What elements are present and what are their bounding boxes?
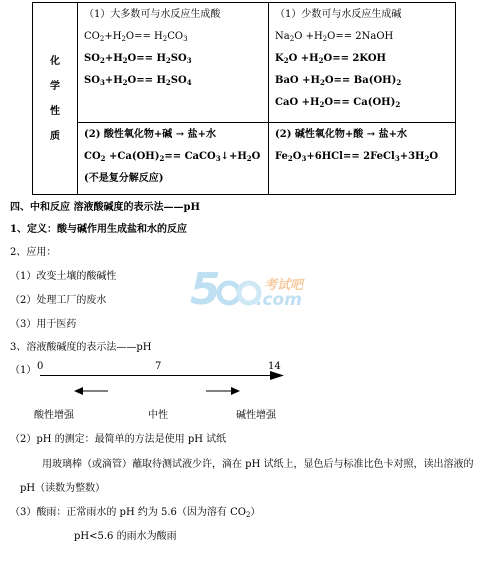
acidic-oxide-water-cell (78, 3, 269, 123)
equation: CaO $+H_2O== Ca(OH)_2$ (275, 97, 401, 109)
application-item: （2）处理工厂的废水 (10, 295, 107, 306)
oxide-properties-table (32, 2, 456, 195)
basic-oxide-water-cell (269, 3, 456, 123)
basic-oxide-acid-cell (269, 123, 456, 195)
ph-method-line: 用玻璃棒（或滴管）蘸取待测试液少许，滴在 pH 试纸上，显色后与标准比色卡对照，读出溶液的 (42, 459, 474, 470)
equation: $SO_2+H_2O== H_2SO_3$ (84, 53, 192, 65)
ph-method-line: pH（读数为整数） (20, 483, 106, 494)
acid-rain-line: （3）酸雨：正常雨水的 pH 约为 5.6（因为溶有 $CO_2$） (10, 507, 261, 519)
scale-arrowhead-icon (270, 370, 284, 381)
equation: $SO_3+H_2O== H_2SO_4$ (84, 75, 192, 87)
heading: (2) 酸性氧化物+碱 → 盐+水 (84, 129, 217, 140)
equation: $Fe_2O_3+6HCl==$ $2FeCl_3+3H_2O$ (275, 151, 439, 163)
scale-prefix: （1） (10, 365, 37, 376)
ph-title: 3、溶液酸碱度的表示法——pH (10, 342, 152, 353)
equation: $CO_2 +Ca(OH)_2==$ $CaCO_3↓+H_2O$ (84, 151, 261, 163)
heading: （1）大多数可与水反应生成酸 (84, 9, 221, 20)
heading: （1）少数可与水反应生成碱 (275, 9, 402, 20)
heading: (2) 碱性氧化物+酸 → 盐+水 (275, 129, 408, 140)
base-label: 碱性增强 (236, 410, 276, 421)
ph-measure: （2）pH 的测定：最简单的方法是使用 pH 试纸 (10, 434, 227, 445)
equation: $K_2O +H_2O== 2KOH$ (275, 53, 386, 65)
scale-tick-label: 14 (268, 361, 281, 372)
equation: BaO $+H_2O== Ba(OH)_2$ (275, 75, 402, 87)
scale-tick-label: 7 (155, 361, 162, 372)
neutral-label: 中性 (148, 410, 168, 421)
scale-tick-label: 0 (37, 361, 44, 372)
ph-scale-line (40, 375, 280, 376)
acidic-oxide-base-cell (78, 123, 269, 195)
applications-title: 2、应用： (10, 247, 57, 258)
acid-label: 酸性增强 (34, 410, 74, 421)
section-title: 四、中和反应 溶液酸碱度的表示法——pH (10, 202, 200, 213)
base-arrow-icon (206, 386, 240, 396)
equation: $Na_2O +H_2O==$ 2NaOH (275, 31, 394, 43)
application-item: （1）改变土壤的酸碱性 (10, 271, 117, 282)
site-watermark: 5 考试吧 .com (190, 264, 304, 315)
side-label: 化 学 性 质 (33, 3, 78, 195)
acid-arrow-icon (74, 386, 108, 396)
acid-rain-definition: pH<5.6 的雨水为酸雨 (74, 531, 177, 542)
definition: 1、定义：酸与碱作用生成盐和水的反应 (10, 224, 187, 235)
application-item: （3）用于医药 (10, 319, 77, 330)
equation: $CO_2+H_2O== H_2CO_3$ (84, 31, 188, 43)
note: (不是复分解反应) (84, 173, 164, 184)
